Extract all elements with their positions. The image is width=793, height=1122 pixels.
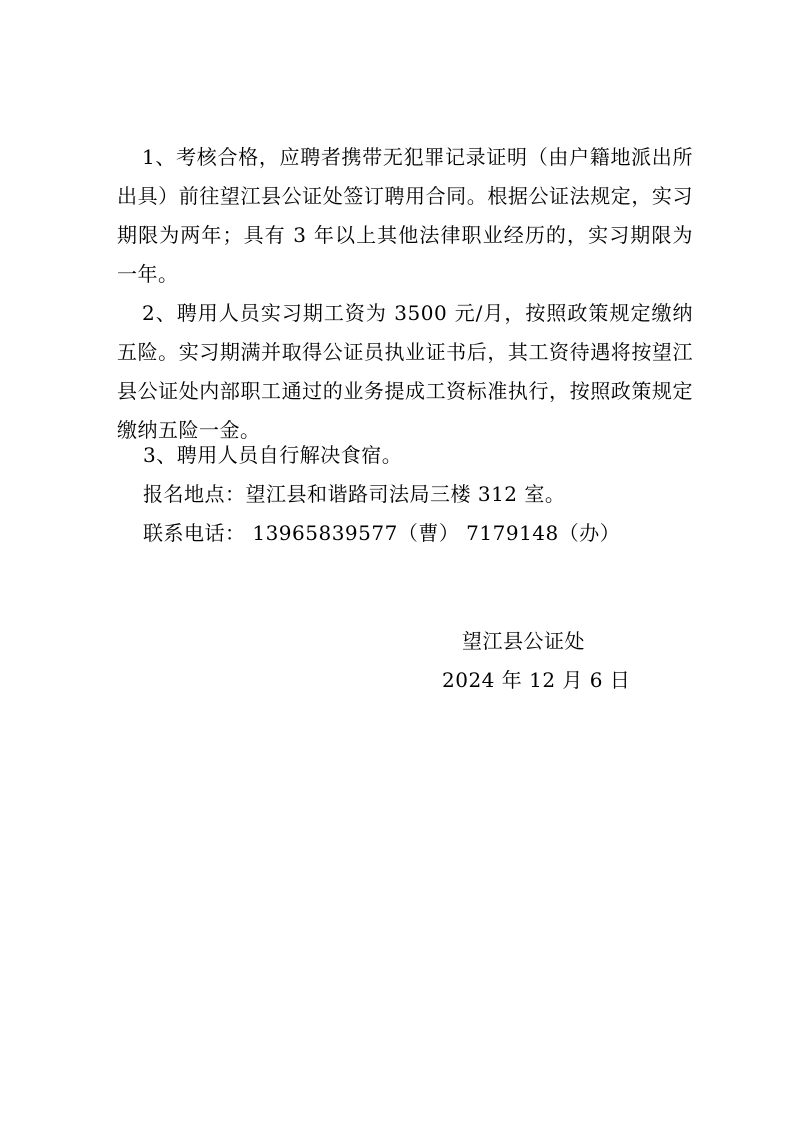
signature-organization: 望江县公证处 [462,629,585,653]
contact-phone: 联系电话： 13965839577（曹） 7179148（办） [143,521,621,545]
registration-location: 报名地点：望江县和谐路司法局三楼 312 室。 [143,482,566,506]
paragraph-item-3: 3、聘用人员自行解决食宿。 [143,443,403,467]
paragraph-item-2: 2、聘用人员实习期工资为 3500 元/月，按照政策规定缴纳五险。实习期满并取得公证员执业证书后，其工资待遇将按望江县公证处内部职工通过的业务提成工资标准执行，按照政策规定缴纳五险一金。 [117,301,693,442]
paragraph-item-1: 1、考核合格，应聘者携带无犯罪记录证明（由户籍地派出所出具）前往望江县公证处签订聘用合同。根据公证法规定，实习期限为两年；具有 3 年以上其他法律职业经历的，实习期限为一年。 [117,145,693,286]
signature-date: 2024 年 12 月 6 日 [442,668,631,692]
